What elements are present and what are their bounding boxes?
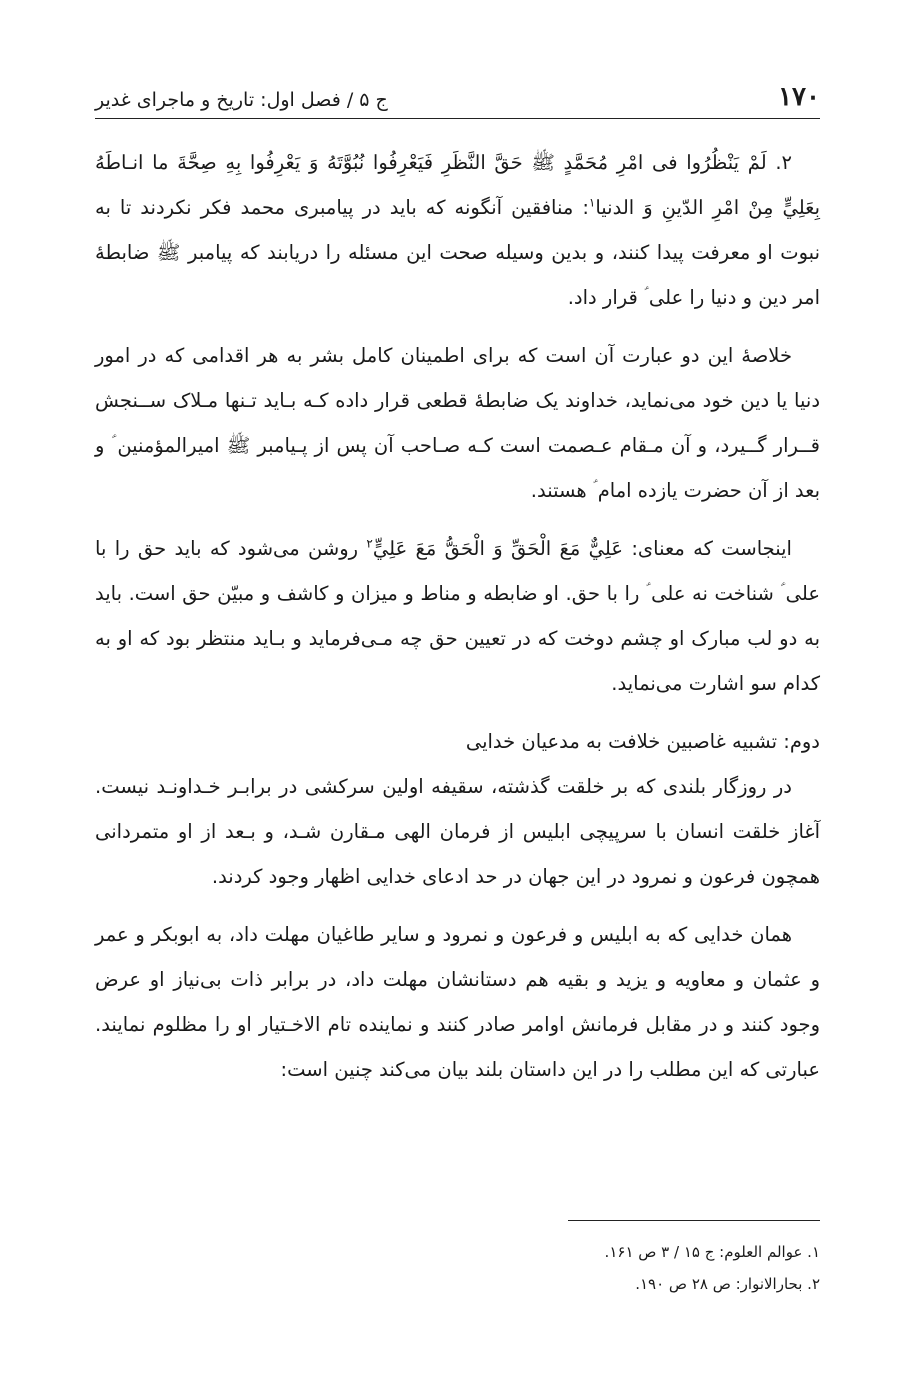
page-header	[95, 72, 820, 110]
paragraph-5: همان خدایی که به ابلیس و فرعون و نمرود و سایر طاغیان مهلت داد، به ابوبکر و عمر و عثمان و معاویه و یزید و بقیه هم دستانشان مهلت داد، در برابر ذات بی‌نیاز او عرض وجود کنند و در مقابل فرمانش اوامر صادر کنند و نماینده تام الاخـتیار او را مظلوم نمایند. عبارتی که این مطلب را در این داستان بلند بیان می‌کند چنین است:	[95, 923, 820, 1081]
footnotes	[95, 1236, 820, 1300]
arabic-quote-1: لَمْ يَنْظُرُوا فى امْرِ مُحَمَّدٍ ﷺ حَقَّ النَّظَرِ فَيَعْرِفُوا نُبُوَّتَهُ وَ يَعْرِفُوا بِهِ صِحَّةَ ما انـاطَهُ بِعَلِيٍّ مِنْ امْرِ الدّينِ وَ الدنيا	[95, 151, 820, 219]
footnote-divider	[568, 1220, 820, 1221]
paragraph-3-lead: اینجاست که معنای:	[623, 537, 792, 560]
page-body	[95, 140, 820, 1105]
footnote-mark-2[interactable]: ۲	[366, 536, 373, 551]
page-number: ۱۷۰	[778, 82, 820, 112]
footnote-mark-1[interactable]: ۱	[588, 195, 596, 210]
paragraph-3-text: روشن می‌شود که باید حق را با علی ؑ شناخت نه علی ؑ را با حق. او ضابطه و مناط و میزان و کاشف و مبیّن حق است. باید به دو لب مبارک او چشم دوخت که در تعیین حق چه مـی‌فرماید و بـاید منتظر بود که او به کدام سو اشارت می‌نماید.	[95, 537, 820, 695]
footnote-2: ۲. بحارالانوار: ص ۲۸ ص ۱۹۰.	[635, 1275, 820, 1293]
running-title: ج ۵ / فصل اول: تاریخ و ماجرای غدیر	[95, 89, 388, 111]
item-number: ۲.	[775, 151, 793, 174]
footnote-1: ۱. عوالم العلوم: ج ۱۵ / ۳ ص ۱۶۱.	[604, 1243, 820, 1261]
paragraph-2: خلاصهٔ این دو عبارت آن است که برای اطمینان کامل بشر به هر اقدامی که در امور دنیا یا دین خود می‌نماید، خداوند یک ضابطهٔ قطعی قرار داده کـه بـاید تـنها مـلاک ســنجش قــرار گــیرد، و آن مـقام عـصمت است کـه صـاحب آن پس از پـیامبر ﷺ امیرالمؤمنین ؑ و بعد از آن حضرت یازده امام ؑ هستند.	[95, 344, 820, 502]
paragraph-1-text: : منافقین آنگونه که باید در پیامبری محمد فکر نکردند تا به نبوت او معرفت پیدا کنند، و بدین وسیله صحت این مسئله را دریابند که پیامبر ﷺ ضابطهٔ امر دین و دنیا را علی ؑ قرار داد.	[95, 196, 820, 309]
paragraph-1	[95, 140, 820, 320]
paragraph-3	[95, 526, 820, 706]
header-divider	[95, 118, 820, 119]
paragraph-4: در روزگار بلندی که بر خلقت گذشته، سقیفه اولین سرکشی در برابـر خـداونـد نیست. آغاز خلقت انسان با سرپیچی ابلیس از فرمان الهی مـقارن شـد، و بـعد از او متمردانی همچون فرعون و نمرود در این جهان در حد ادعای خدایی اظهار وجود کردند.	[95, 775, 820, 888]
section-heading: دوم: تشبیه غاصبین خلافت به مدعیان خدایی	[465, 730, 820, 753]
arabic-quote-2: عَلِيٌّ مَعَ الْحَقِّ وَ الْحَقُّ مَعَ عَلِيٍّ	[372, 537, 623, 560]
